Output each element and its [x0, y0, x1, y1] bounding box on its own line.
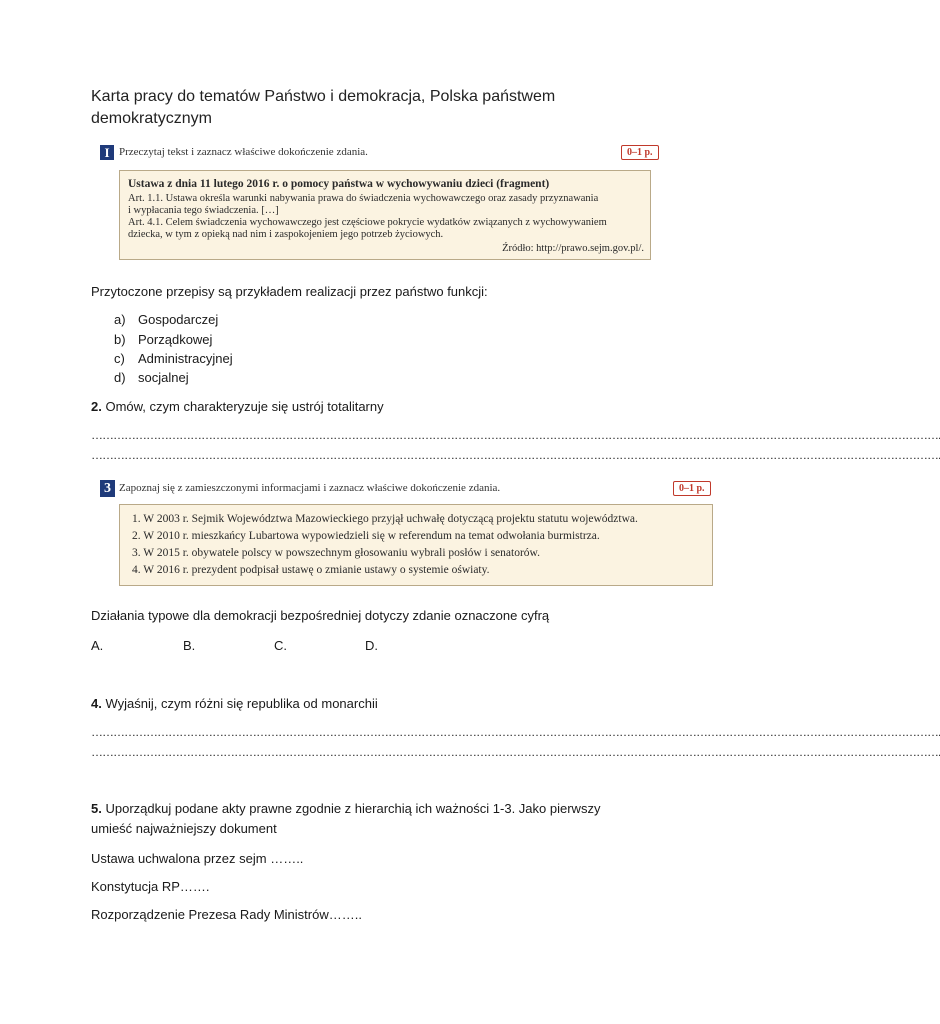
- option-b[interactable]: [114, 332, 212, 347]
- option-text: socjalnej: [138, 370, 189, 385]
- task-2-text: Omów, czym charakteryzuje się ustrój totalitarny: [105, 399, 384, 414]
- source-heading: Ustawa z dnia 11 lutego 2016 r. o pomocy państwa w wychowywaniu dzieci (fragment): [128, 178, 550, 190]
- task-1-points-badge: 0–1 p.: [621, 145, 659, 160]
- task-3-info-box: [119, 504, 713, 586]
- choice-c[interactable]: C.: [274, 638, 287, 653]
- choice-a[interactable]: A.: [91, 638, 104, 653]
- task-2-number: 2.: [91, 399, 102, 414]
- task-1-source-box: [119, 170, 651, 260]
- task-5-prompt: [91, 801, 600, 816]
- task-3-question: Działania typowe dla demokracji bezpośredniej dotyczy zdanie oznaczone cyfrą: [91, 608, 550, 623]
- source-citation: Źródło: http://prawo.sejm.gov.pl/.: [502, 243, 644, 254]
- task-3-number-badge: 3: [100, 480, 115, 497]
- task-4-text: Wyjaśnij, czym różni się republika od monarchii: [105, 696, 378, 711]
- hierarchy-item-2[interactable]: Konstytucja RP…….: [91, 879, 210, 894]
- option-d[interactable]: [114, 370, 189, 385]
- page-title: Karta pracy do tematów Państwo i demokracja, Polska państwem demokratycznym: [91, 88, 556, 127]
- task-5-text-2: umieść najważniejszy dokument: [91, 821, 277, 836]
- task-2-prompt: [91, 399, 384, 414]
- source-line-2: i wypłacania tego świadczenia. […]: [128, 205, 279, 216]
- task-1-number-badge: I: [100, 145, 114, 160]
- source-line-3: Art. 4.1. Celem świadczenia wychowawczego jest częściowe pokrycie wydatków związanych z wychowywaniem: [128, 217, 607, 228]
- option-letter: b): [114, 332, 126, 347]
- option-letter: d): [114, 370, 126, 385]
- choice-b[interactable]: B.: [183, 638, 196, 653]
- task-4-prompt: [91, 696, 378, 711]
- task-5-number: 5.: [91, 801, 102, 816]
- source-line-4: dziecka, w tym z opieką nad nim i zaspokojeniem jego potrzeb życiowych.: [128, 229, 444, 240]
- answer-line[interactable]: …………………………………………………………………………………………………………………………………………………………………………………………………………….: [91, 428, 940, 442]
- option-letter: c): [114, 351, 125, 366]
- task-1-question: Przytoczone przepisy są przykładem realizacji przez państwo funkcji:: [91, 284, 488, 299]
- task-3-points-badge: 0–1 p.: [673, 481, 711, 496]
- option-a[interactable]: [114, 312, 218, 327]
- info-item-1: 1. W 2003 r. Sejmik Województwa Mazowieckiego przyjął uchwałę dotyczącą projektu statutu województwa.: [132, 513, 638, 525]
- answer-line[interactable]: …………………………………………………………………………………………………………………………………………………………………………………………………………….: [91, 448, 940, 462]
- option-text: Administracyjnej: [138, 351, 233, 366]
- info-item-4: 4. W 2016 r. prezydent podpisał ustawę o zmianie ustawy o systemie oświaty.: [132, 564, 490, 576]
- source-line-1: Art. 1.1. Ustawa określa warunki nabywania prawa do świadczenia wychowawczego oraz zasady przyznawania: [128, 193, 599, 204]
- task-1-instruction: Przeczytaj tekst i zaznacz właściwe dokończenie zdania.: [119, 146, 368, 158]
- answer-line[interactable]: …………………………………………………………………………………………………………………………………………………………………………………………………………….: [91, 725, 940, 739]
- task-5-text-1: Uporządkuj podane akty prawne zgodnie z hierarchią ich ważności 1-3. Jako pierwszy: [105, 801, 601, 816]
- option-text: Gospodarczej: [138, 312, 219, 327]
- option-c[interactable]: [114, 351, 233, 366]
- task-4-number: 4.: [91, 696, 102, 711]
- hierarchy-item-1[interactable]: Ustawa uchwalona przez sejm ……..: [91, 851, 304, 866]
- option-text: Porządkowej: [138, 332, 213, 347]
- info-item-3: 3. W 2015 r. obywatele polscy w powszechnym głosowaniu wybrali posłów i senatorów.: [132, 547, 540, 559]
- option-letter: a): [114, 312, 126, 327]
- choice-d[interactable]: D.: [365, 638, 378, 653]
- task-3-instruction: Zapoznaj się z zamieszczonymi informacjami i zaznacz właściwe dokończenie zdania.: [119, 482, 501, 494]
- hierarchy-item-3[interactable]: Rozporządzenie Prezesa Rady Ministrów……..: [91, 907, 362, 922]
- info-item-2: 2. W 2010 r. mieszkańcy Lubartowa wypowiedzieli się w referendum na temat odwołania burmistrza.: [132, 530, 600, 542]
- answer-line[interactable]: …………………………………………………………………………………………………………………………………………………………………………………………………………….: [91, 745, 940, 759]
